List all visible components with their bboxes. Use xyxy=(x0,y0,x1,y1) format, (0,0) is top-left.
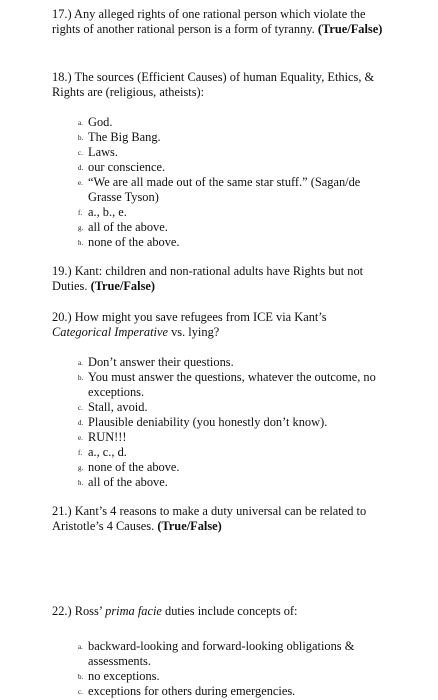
question-22-italic: prima facie xyxy=(105,604,162,618)
question-21 xyxy=(52,504,387,534)
question-19-stem xyxy=(52,264,397,294)
question-18-stem: 18.) The sources (Efficient Causes) of human Equality, Ethics, & Rights are (religious, atheists): xyxy=(52,70,375,99)
option-letter: b. xyxy=(78,673,84,681)
option-letter: h. xyxy=(78,239,84,247)
option xyxy=(78,639,378,669)
option-letter: f. xyxy=(78,449,83,457)
question-19-text: 19.) Kant: children and non-rational adults have Rights but not Duties. xyxy=(52,264,364,293)
option xyxy=(78,205,398,220)
option-text: You must answer the questions, whatever the outcome, no exceptions. xyxy=(88,370,376,399)
question-22 xyxy=(52,604,392,619)
question-17-stem xyxy=(52,7,392,37)
option xyxy=(78,415,393,430)
question-19-true-false: (True/False) xyxy=(90,279,156,293)
option-text: no exceptions. xyxy=(88,669,160,683)
option-text: Laws. xyxy=(88,145,118,159)
option xyxy=(78,400,393,415)
option xyxy=(78,684,378,699)
option-text: exceptions for others during emergencies. xyxy=(88,684,296,698)
option xyxy=(78,460,393,475)
option-letter: d. xyxy=(78,164,84,172)
option-letter: c. xyxy=(78,688,83,696)
option-letter: g. xyxy=(78,464,84,472)
question-20-italic: Categorical Imperative xyxy=(52,325,168,339)
question-20-stem xyxy=(52,310,352,340)
question-21-text: 21.) Kant’s 4 reasons to make a duty universal can be related to Aristotle’s 4 Causes. xyxy=(52,504,367,533)
question-17-text: 17.) Any alleged rights of one rational person which violate the rights of another rational person is a form of tyranny. xyxy=(52,7,366,36)
option-letter: e. xyxy=(78,434,83,442)
option-letter: a. xyxy=(78,643,83,651)
option-text: Don’t answer their questions. xyxy=(88,355,234,369)
option-text: backward-looking and forward-looking obligations & assessments. xyxy=(88,639,355,668)
option xyxy=(78,160,398,175)
option xyxy=(78,355,393,370)
option-letter: c. xyxy=(78,404,83,412)
option-letter: d. xyxy=(78,419,84,427)
option xyxy=(78,445,393,460)
option-letter: b. xyxy=(78,134,84,142)
option-text: a., b., e. xyxy=(88,205,127,219)
question-21-stem xyxy=(52,504,387,534)
option-text: The Big Bang. xyxy=(88,130,161,144)
option xyxy=(78,175,398,205)
option xyxy=(78,475,393,490)
option-letter: f. xyxy=(78,209,83,217)
option xyxy=(78,669,378,684)
option xyxy=(78,370,393,400)
option-letter: c. xyxy=(78,149,83,157)
question-17-true-false: (True/False) xyxy=(317,22,383,36)
option-text: all of the above. xyxy=(88,475,168,489)
question-20-text-b: vs. lying? xyxy=(171,325,220,339)
question-21-true-false: (True/False) xyxy=(157,519,222,533)
question-19 xyxy=(52,264,397,294)
option-text: our conscience. xyxy=(88,160,166,174)
question-20 xyxy=(52,310,352,340)
option-text: a., c., d. xyxy=(88,445,127,459)
option-letter: b. xyxy=(78,374,84,382)
question-18-options xyxy=(78,115,398,250)
question-22-stem xyxy=(52,604,392,619)
option xyxy=(78,145,398,160)
option-text: none of the above. xyxy=(88,460,180,474)
question-22-options xyxy=(78,639,378,699)
option-text: Plausible deniability (you honestly don’t know). xyxy=(88,415,328,429)
option-letter: e. xyxy=(78,179,83,187)
option-text: Stall, avoid. xyxy=(88,400,148,414)
option-letter: h. xyxy=(78,479,84,487)
option xyxy=(78,115,398,130)
question-22-text-a: 22.) Ross’ xyxy=(52,604,103,618)
question-18 xyxy=(52,70,392,100)
option-letter: a. xyxy=(78,119,83,127)
option xyxy=(78,235,398,250)
option xyxy=(78,430,393,445)
option-text: RUN!!! xyxy=(88,430,127,444)
option xyxy=(78,220,398,235)
question-22-text-b: duties include concepts of: xyxy=(165,604,298,618)
option-letter: g. xyxy=(78,224,84,232)
question-20-options xyxy=(78,355,393,490)
option-text: none of the above. xyxy=(88,235,180,249)
option-text: “We are all made out of the same star stuff.” (Sagan/de Grasse Tyson) xyxy=(88,175,361,204)
question-17 xyxy=(52,7,392,37)
option-letter: a. xyxy=(78,359,83,367)
option xyxy=(78,130,398,145)
option-text: all of the above. xyxy=(88,220,168,234)
question-20-text-a: 20.) How might you save refugees from ICE via Kant’s xyxy=(52,310,327,324)
option-text: God. xyxy=(88,115,113,129)
